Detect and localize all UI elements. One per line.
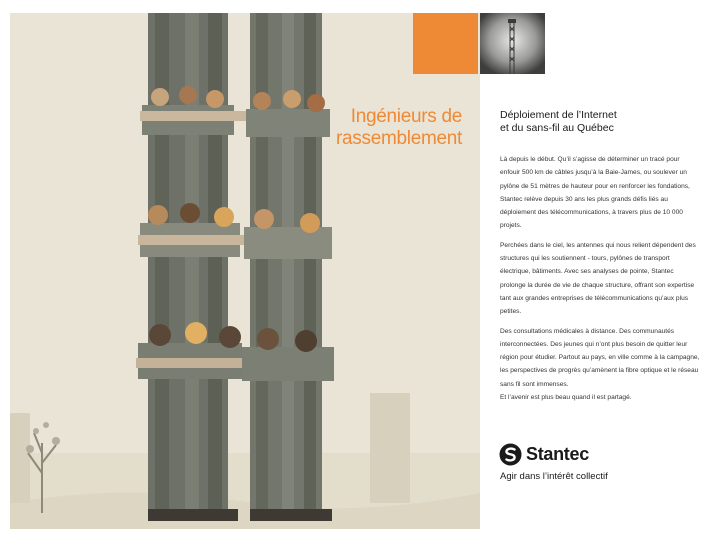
stantec-logo [499, 443, 589, 466]
paragraph-2: Perchées dans le ciel, les antennes qui nous relient dépendent des structures qui les soutiennent - tours, pylônes de transport électrique, bâtiments. Avec ses analyses de pointe, Stantec prolonge la durée de vie de chaque structure, offrant son expertise tant aux grandes entreprises de télécommunications qu’aux plus petites. [500, 241, 696, 316]
paragraph-3: Des consultations médicales à distance. Des communautés interconnectées. Des jeunes qui n’ont plus besoin de quitter leur région pour étudier. Partout au pays, en ville comme à la campagne, les perspectives de progrès qu’amènent la fibre optique et le réseau sans fil sont immenses. [500, 327, 700, 388]
body-copy [500, 153, 700, 410]
human-tower-drawing [10, 13, 480, 529]
subtitle-line-1: Déploiement de l’Internet [500, 109, 617, 121]
paragraph-4: Et l’avenir est plus beau quand il est partagé. [500, 394, 632, 402]
stantec-logo-icon [499, 443, 522, 466]
paragraph-1: Là depuis le début. Qu’il s’agisse de déterminer un tracé pour enfouir 500 km de câbles jusqu’à la Baie-James, ou soulever un pylône de 51 mètres de hauteur pour en renforcer les fondations, Stantec relève depuis 30 ans les plus grands défis liés au déploiement des télécommunications, à travers plus de 10 000 projets. [500, 156, 690, 230]
tower-photo [480, 13, 545, 74]
accent-block [413, 13, 478, 74]
subtitle-line-2: et du sans-fil au Québec [500, 122, 614, 134]
human-tower-illustration [10, 13, 480, 529]
brand-name: Stantec [526, 444, 589, 464]
brand-tagline: Agir dans l’intérêt collectif [500, 471, 608, 482]
headline-line-1: Ingénieurs de [350, 106, 462, 127]
headline-line-2: rassemblement [336, 128, 462, 149]
subtitle [500, 109, 705, 135]
headline [336, 106, 462, 150]
